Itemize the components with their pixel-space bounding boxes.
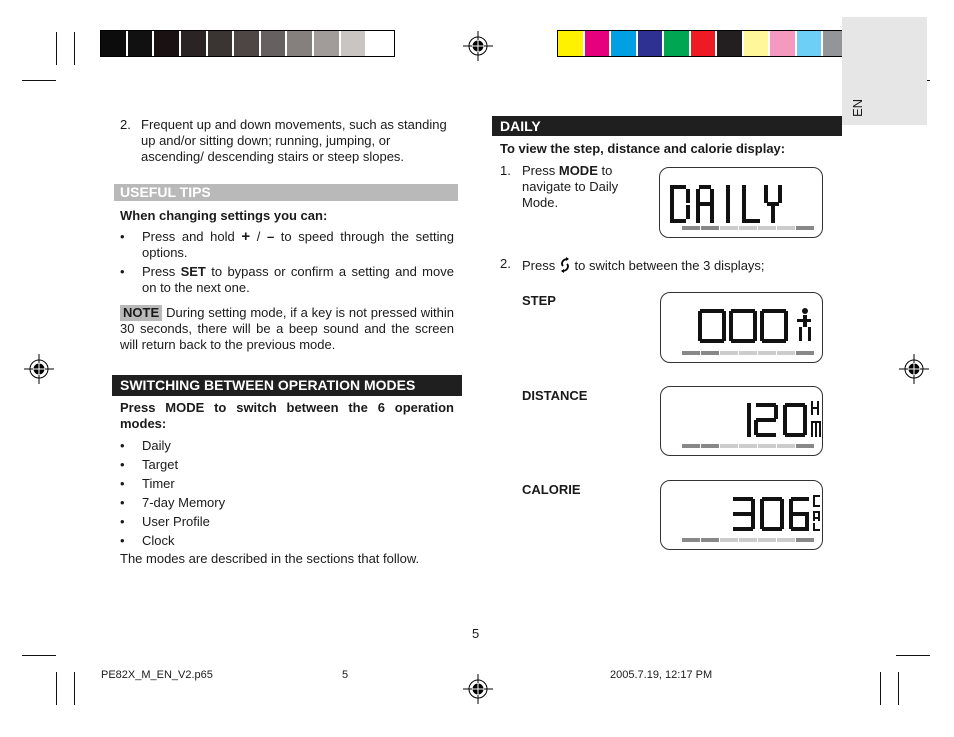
daily-header: DAILY: [492, 116, 842, 136]
label-step: STEP: [522, 293, 556, 308]
lcd-segment-digits: [733, 497, 809, 531]
list-item: • Clock: [120, 533, 454, 552]
language-tab-label: EN: [850, 98, 865, 118]
step1-text: [522, 163, 634, 211]
list-item: [120, 229, 454, 261]
lcd-display-distance: [660, 386, 823, 456]
step2-text-b: to switch between the 3 displays;: [574, 258, 765, 273]
tips-list: [120, 229, 454, 296]
switching-intro: Press MODE to switch between the 6 operation modes:: [120, 400, 454, 431]
lcd-segment-digits: [729, 309, 788, 343]
footer-file: PE82X_M_EN_V2.p65: [101, 669, 213, 681]
note-text: During setting mode, if a key is not pressed within 30 seconds, there will be a beep sound and the screen will return back to the previous mode.: [120, 305, 454, 352]
lcd-display-daily: [659, 167, 823, 238]
color-swatch: [128, 31, 153, 56]
set-key-label: SET: [180, 264, 206, 279]
registration-mark-icon: [463, 674, 493, 704]
plus-key-icon: +: [241, 228, 251, 245]
lcd-unit-km: [811, 401, 821, 437]
color-swatch: [181, 31, 206, 56]
footer-page: 5: [342, 669, 349, 681]
step1-number: 1.: [500, 163, 511, 178]
step1-text-a: Press: [522, 163, 556, 178]
color-swatch: [770, 31, 795, 56]
list-item: [120, 264, 454, 296]
color-swatch: [797, 31, 822, 56]
color-swatch: [287, 31, 312, 56]
lcd-segment-digits: [747, 403, 807, 437]
tip2-text-b: to bypass or confirm a setting and move on to the next one.: [142, 264, 454, 295]
footer-timestamp: 2005.7.19, 12:17 PM: [610, 669, 713, 681]
switching-modes-header: SWITCHING BETWEEN OPERATION MODES: [112, 375, 462, 396]
tip1-slash: /: [256, 229, 261, 244]
lcd-indicator-bar: [682, 538, 814, 542]
color-swatch: [638, 31, 663, 56]
list-item: • User Profile: [120, 514, 454, 533]
lcd-segment-digits: [698, 309, 726, 343]
registration-mark-icon: [24, 354, 54, 384]
step2-text-a: Press: [522, 258, 556, 273]
color-swatch: [314, 31, 339, 56]
lcd-unit-kcal: [813, 495, 820, 531]
color-swatch: [744, 31, 769, 56]
color-swatch: [154, 31, 179, 56]
mode-key-label: MODE: [558, 163, 598, 178]
tips-intro: When changing settings you can:: [120, 208, 328, 223]
useful-tips-header: USEFUL TIPS: [114, 184, 458, 201]
color-swatch: [208, 31, 233, 56]
list-item: • Timer: [120, 476, 454, 495]
tip1-text-b: to speed through the setting options.: [142, 229, 454, 260]
color-swatch: [664, 31, 689, 56]
color-swatch: [261, 31, 286, 56]
lcd-display-calorie: [660, 480, 823, 550]
color-swatch: [101, 31, 126, 56]
step2-text: [522, 256, 765, 274]
modes-list: [120, 438, 454, 552]
list-item: • 7-day Memory: [120, 495, 454, 514]
color-swatch: [691, 31, 716, 56]
color-swatch: [585, 31, 610, 56]
list-item-2-text: Frequent up and down movements, such as standing up and/or sitting down; running, jumping, or ascending/ descending stairs or steep slopes.: [141, 117, 447, 164]
list-item: • Target: [120, 457, 454, 476]
color-swatch: [717, 31, 742, 56]
lcd-display-step: [660, 292, 823, 363]
page-number: 5: [472, 626, 480, 641]
label-calorie: CALORIE: [522, 482, 581, 497]
view-intro: To view the step, distance and calorie display:: [500, 141, 786, 156]
registration-mark-icon: [463, 31, 493, 61]
note-paragraph: [120, 305, 454, 353]
walker-icon: [797, 308, 811, 341]
grey-scale-bar: [100, 30, 395, 57]
color-swatch: [367, 31, 392, 56]
step1-text-b: to navigate to Daily Mode.: [522, 163, 619, 210]
tip1-text-a: Press and hold: [142, 229, 235, 244]
tip2-text-a: Press: [142, 264, 176, 279]
list-item-2-number: 2.: [120, 117, 131, 132]
label-distance: DISTANCE: [522, 388, 588, 403]
modes-outro: The modes are described in the sections that follow.: [120, 551, 420, 566]
cycle-arrows-icon: [559, 256, 571, 274]
color-swatch: [558, 31, 583, 56]
lcd-indicator-bar: [682, 444, 814, 448]
color-swatch: [234, 31, 259, 56]
note-badge: NOTE: [120, 305, 162, 321]
step2-number: 2.: [500, 256, 511, 271]
color-swatch: [611, 31, 636, 56]
color-bar: [557, 30, 851, 57]
list-item: • Daily: [120, 438, 454, 457]
registration-mark-icon: [899, 354, 929, 384]
color-swatch: [341, 31, 366, 56]
minus-key-icon: –: [266, 229, 275, 244]
lcd-indicator-bar: [682, 226, 814, 230]
lcd-segment-text: [670, 185, 782, 223]
lcd-indicator-bar: [682, 351, 814, 355]
